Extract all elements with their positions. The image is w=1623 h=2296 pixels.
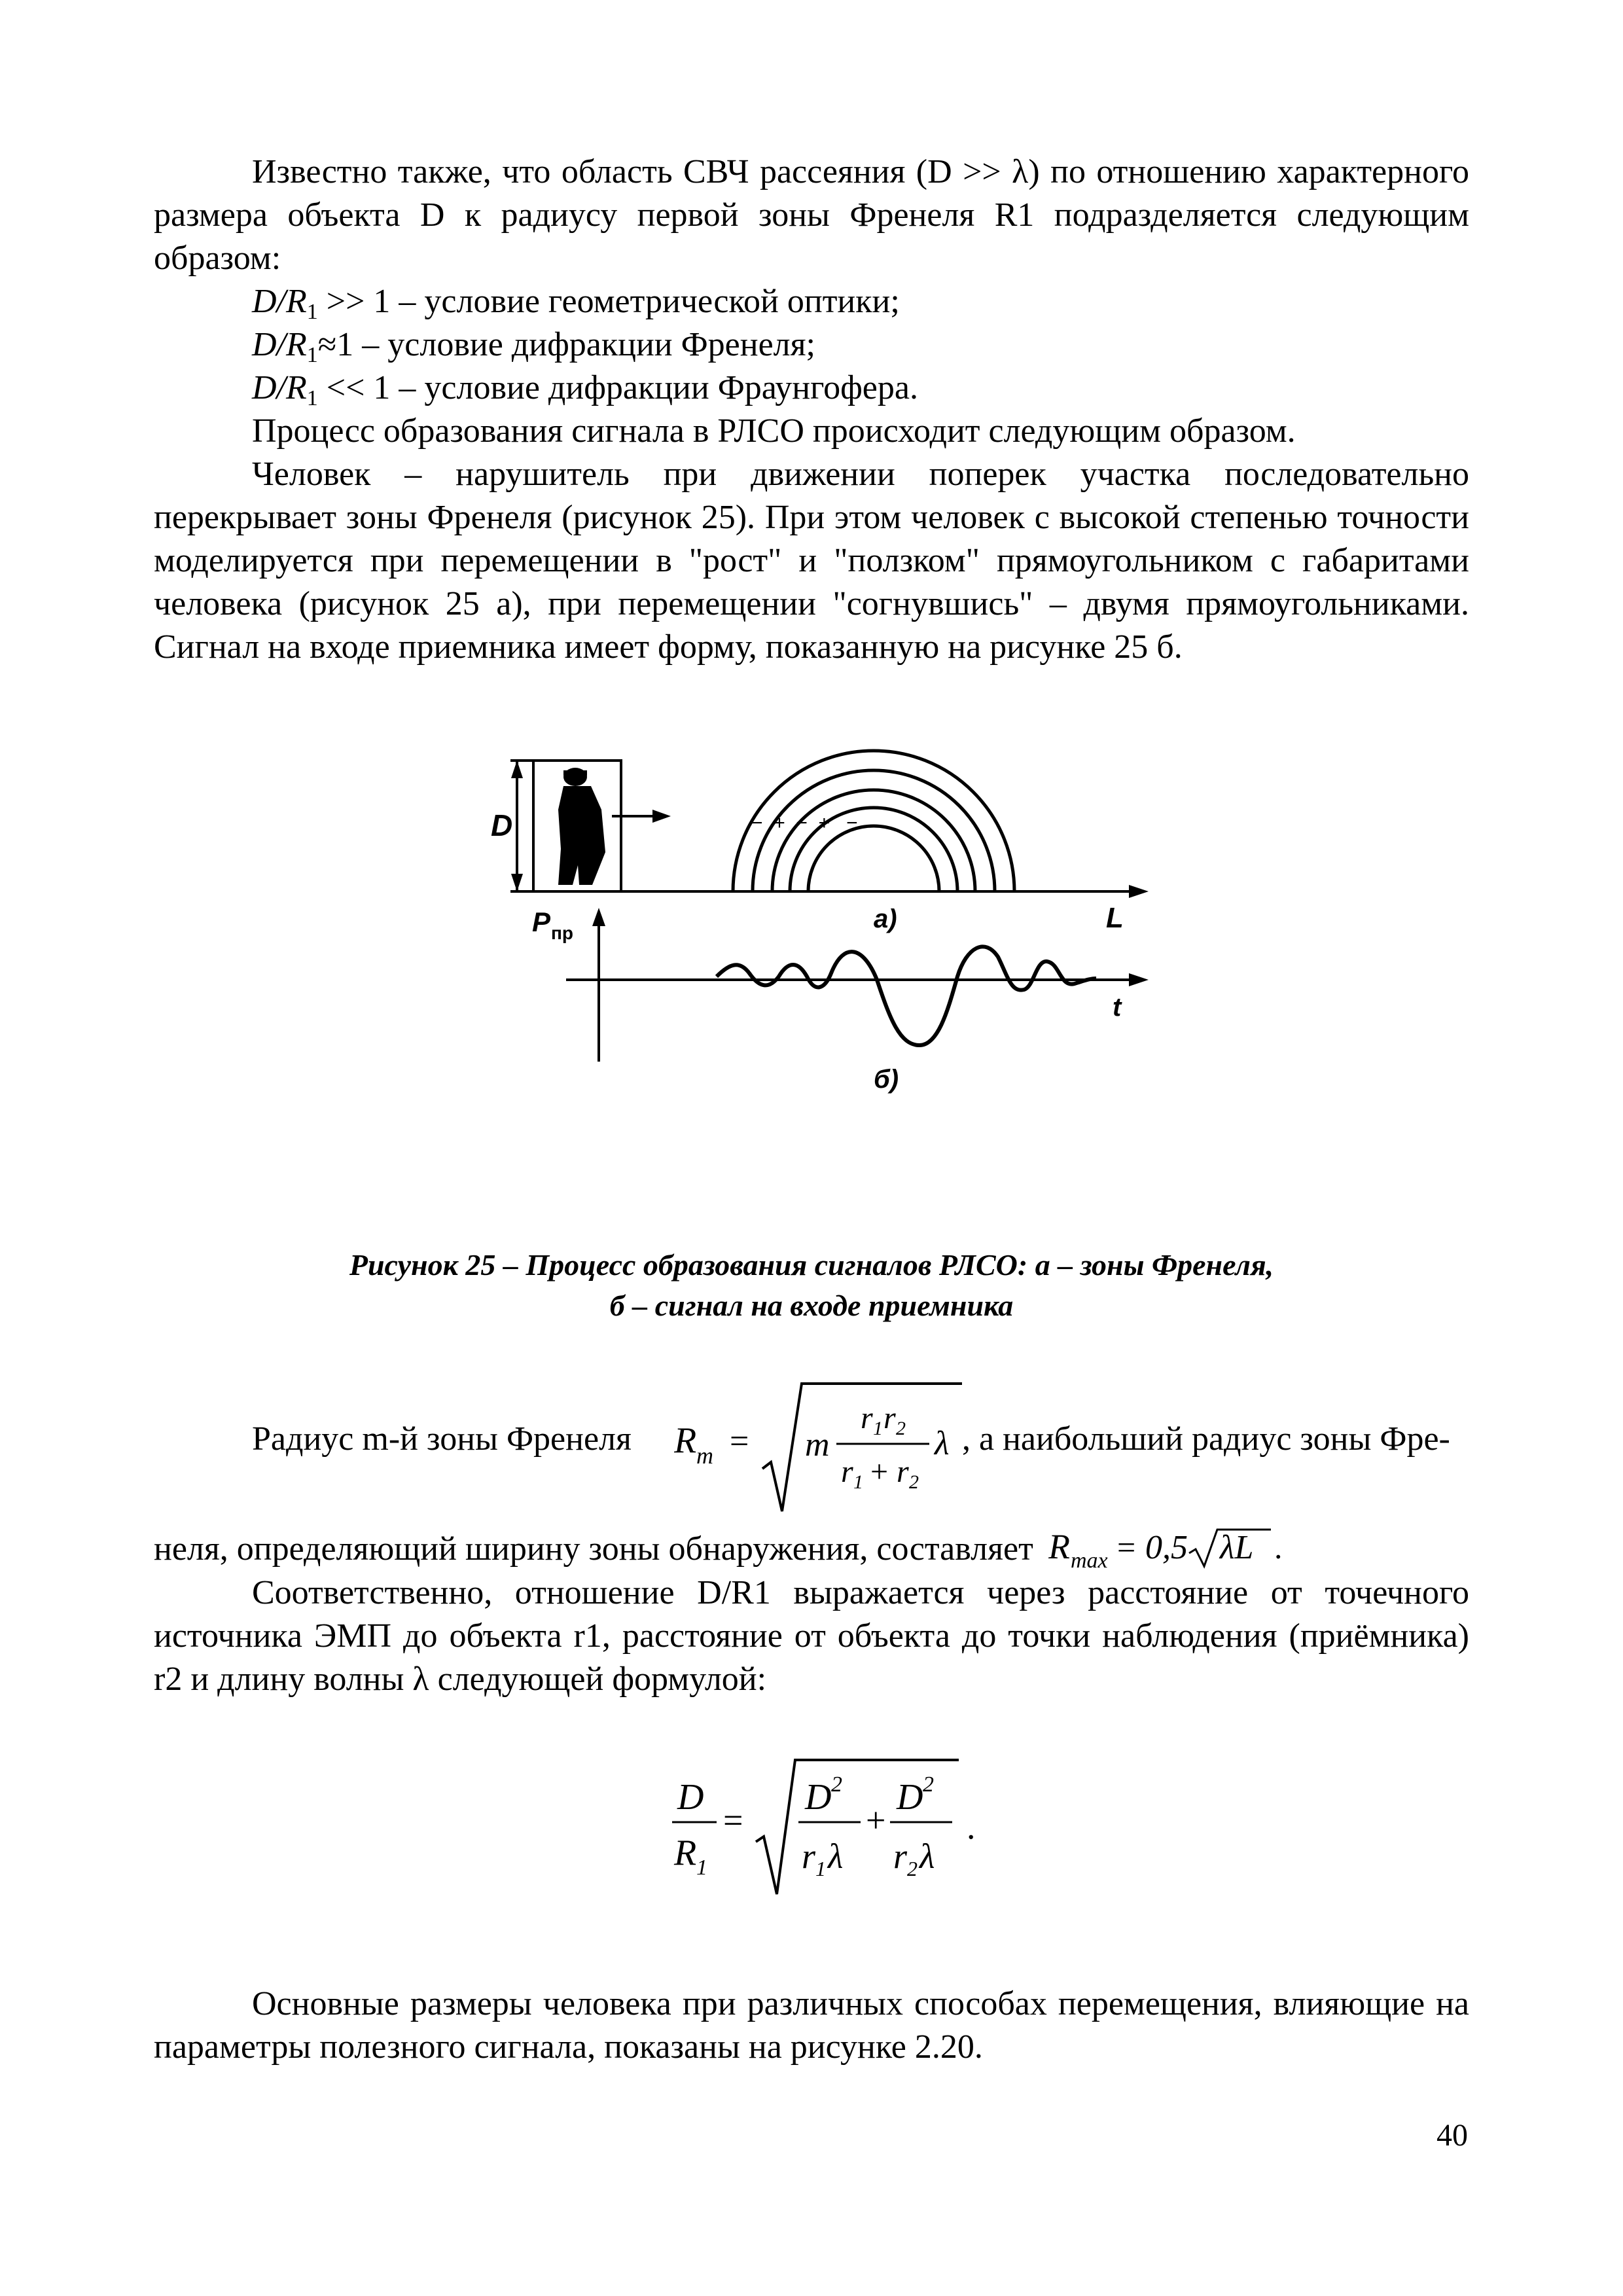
svg-text:+: + <box>870 1454 889 1489</box>
figure-25 <box>154 731 1469 1189</box>
svg-text:=: = <box>723 1801 743 1840</box>
condition-fresnel-diffraction: $D/R_1\approx 1$ – условие дифракции Френеля; <box>252 326 815 367</box>
zone-signs: − + − + − <box>751 812 858 834</box>
radius-formula-block <box>154 1365 1469 1526</box>
formula-rmax <box>1048 1526 1323 1571</box>
radius-text-left: Радиус m-й зоны Френеля <box>252 1420 632 1458</box>
paragraph-intro: Известно также, что область СВЧ рассеяния (D >> λ) по отношению характерного размера объекта D к радиусу первой зоны Френеля R1 подразделяется следующим образом: <box>154 153 1469 277</box>
svg-text:2: 2 <box>909 1471 919 1493</box>
label-a: а) <box>874 905 897 933</box>
svg-text:r: r <box>802 1837 816 1876</box>
svg-text:D: D <box>805 1777 832 1818</box>
caption-line-2: б – сигнал на входе приемника <box>609 1289 1014 1322</box>
svg-text:1: 1 <box>873 1418 883 1439</box>
svg-text:R: R <box>1048 1527 1070 1566</box>
svg-text:1: 1 <box>696 1856 707 1880</box>
svg-text:D: D <box>677 1777 704 1818</box>
svg-text:max: max <box>1070 1549 1108 1571</box>
svg-text:2: 2 <box>896 1418 906 1439</box>
page-number: 40 <box>1436 2118 1468 2153</box>
svg-text:λ: λ <box>828 1837 844 1876</box>
condition-geometric-optics: $D/R_1 >> 1$ – условие геометрической оптики; <box>252 283 900 324</box>
svg-text:r: r <box>897 1454 909 1489</box>
person-silhouette-icon <box>558 768 605 885</box>
label-l: L <box>1106 902 1124 934</box>
svg-text:m: m <box>696 1443 713 1469</box>
condition-fraunhofer-diffraction: $D/R_1 << 1$ – условие дифракции Фраунгофера. <box>252 369 918 410</box>
label-b: б) <box>874 1065 899 1094</box>
svg-text:r: r <box>893 1837 908 1876</box>
svg-text:D: D <box>897 1777 923 1818</box>
signal-waveform <box>717 946 1096 1045</box>
svg-text:R: R <box>674 1833 697 1873</box>
figure-caption <box>154 1245 1469 1326</box>
svg-text:r: r <box>841 1454 853 1489</box>
svg-text:+: + <box>866 1801 886 1840</box>
paragraph-closing: Основные размеры человека при различных способах перемещения, влияющие на параметры полезного сигнала, показаны на рисунке 2.20. <box>154 1985 1469 2066</box>
svg-text:r: r <box>861 1401 873 1435</box>
label-d: D <box>491 808 513 842</box>
motion-arrow <box>652 810 671 823</box>
svg-text:=: = <box>1116 1529 1136 1566</box>
paragraph-ratio: Соответственно, отношение D/R1 выражается через расстояние от точечного источника ЭМП до объекта r1, расстояние от объекта до точки наблюдения (приёмника) r2 и длину волны λ следующей формулой: <box>154 1574 1469 1698</box>
svg-text:1: 1 <box>815 1857 826 1880</box>
svg-text:r: r <box>883 1401 896 1435</box>
paragraph-intruder: Человек – нарушитель при движении поперек участка последовательно перекрывает зоны Френеля (рисунок 25). При этом человек с высокой степенью точности моделируется при перемещении в "рост" и "ползком" прямоугольником с габаритами человека (рисунок 25 а), при перемещении "согнувшись" – двумя прямоугольниками. Сигнал на входе приемника имеет форму, показанную на рисунке 25 б. <box>154 456 1469 666</box>
svg-text:1: 1 <box>853 1471 863 1493</box>
svg-text:2: 2 <box>907 1857 918 1880</box>
formula-rm <box>674 1371 962 1521</box>
svg-text:m: m <box>805 1426 830 1463</box>
label-p-sub: пр <box>551 923 574 943</box>
fresnel-diagram <box>154 731 1469 1189</box>
svg-text:λL: λL <box>1219 1529 1254 1566</box>
page-content <box>154 151 1469 2069</box>
paragraph-rmax: неля, определяющий ширину зоны обнаружения, составляет R max = 0,5 λL . <box>154 1526 1469 1571</box>
formula-d-over-r1-block <box>154 1740 1469 1904</box>
svg-text:λ: λ <box>919 1837 935 1876</box>
caption-line-1: Рисунок 25 – Процесс образования сигналов РЛСО: а – зоны Френеля, <box>349 1248 1274 1282</box>
svg-text:=: = <box>730 1423 749 1460</box>
label-p: P <box>532 906 551 937</box>
label-t: t <box>1113 993 1122 1022</box>
svg-text:R: R <box>674 1420 697 1461</box>
svg-text:.: . <box>967 1807 976 1846</box>
paragraph-process: Процесс образования сигнала в РЛСО происходит следующим образом. <box>252 412 1296 450</box>
formula-d-over-r1 <box>664 1740 1005 1904</box>
svg-text:0,5: 0,5 <box>1145 1529 1188 1566</box>
svg-text:2: 2 <box>923 1772 934 1797</box>
radius-text-right: , а наибольший радиус зоны Фре- <box>962 1420 1450 1458</box>
svg-text:λ: λ <box>935 1425 950 1462</box>
svg-text:.: . <box>1274 1529 1283 1566</box>
svg-text:2: 2 <box>831 1772 842 1797</box>
